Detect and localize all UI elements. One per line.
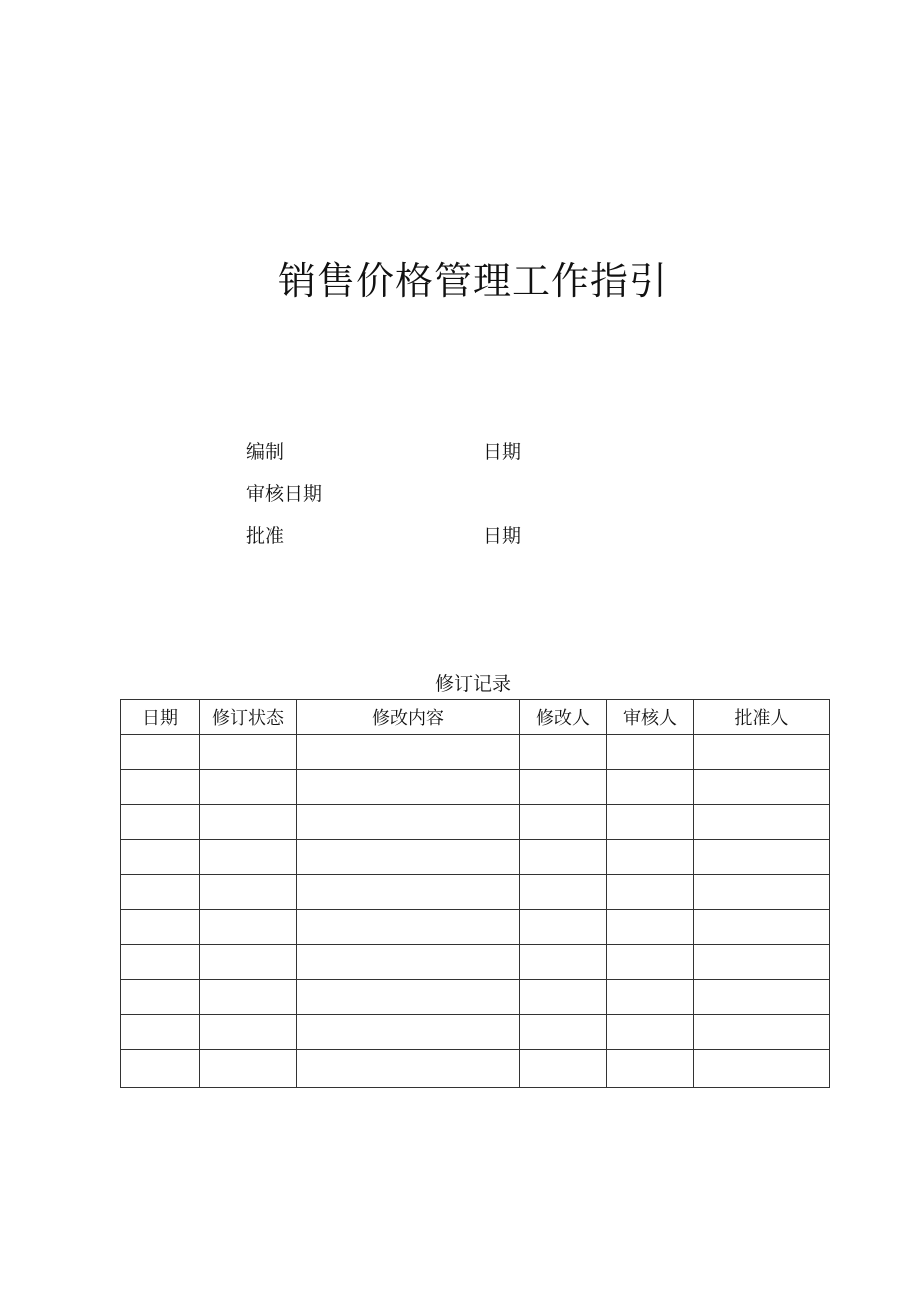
table-cell bbox=[121, 980, 200, 1015]
header-date: 日期 bbox=[121, 700, 200, 735]
table-cell bbox=[520, 805, 607, 840]
table-cell bbox=[121, 945, 200, 980]
table-cell bbox=[297, 910, 520, 945]
table-cell bbox=[520, 945, 607, 980]
header-reviewed-by: 审核人 bbox=[607, 700, 694, 735]
revision-table-header-row bbox=[121, 700, 830, 735]
table-cell bbox=[607, 910, 694, 945]
header-change-content: 修改内容 bbox=[297, 700, 520, 735]
table-cell bbox=[200, 805, 297, 840]
table-cell bbox=[121, 1050, 200, 1088]
table-cell bbox=[694, 945, 830, 980]
table-cell bbox=[607, 875, 694, 910]
table-row bbox=[121, 875, 830, 910]
table-cell bbox=[200, 1015, 297, 1050]
table-row bbox=[121, 735, 830, 770]
table-cell bbox=[694, 770, 830, 805]
table-cell bbox=[520, 1050, 607, 1088]
table-cell bbox=[200, 1050, 297, 1088]
approved-date-label: 日期 bbox=[483, 525, 522, 547]
table-row bbox=[121, 1050, 830, 1088]
document-title: 销售价格管理工作指引 bbox=[277, 259, 668, 303]
table-cell bbox=[200, 980, 297, 1015]
table-cell bbox=[297, 980, 520, 1015]
table-cell bbox=[297, 1050, 520, 1088]
table-row bbox=[121, 840, 830, 875]
table-cell bbox=[121, 735, 200, 770]
table-cell bbox=[297, 805, 520, 840]
table-cell bbox=[607, 735, 694, 770]
prepared-label: 编制 bbox=[246, 441, 285, 463]
table-row bbox=[121, 805, 830, 840]
table-row bbox=[121, 945, 830, 980]
header-approved-by: 批准人 bbox=[694, 700, 830, 735]
table-cell bbox=[520, 840, 607, 875]
revision-table-caption: 修订记录 bbox=[434, 673, 511, 695]
table-cell bbox=[694, 1050, 830, 1088]
table-cell bbox=[121, 770, 200, 805]
table-cell bbox=[607, 770, 694, 805]
table-cell bbox=[694, 735, 830, 770]
table-cell bbox=[121, 875, 200, 910]
table-cell bbox=[200, 770, 297, 805]
table-cell bbox=[297, 1015, 520, 1050]
table-cell bbox=[200, 910, 297, 945]
table-row bbox=[121, 1015, 830, 1050]
table-row bbox=[121, 910, 830, 945]
table-cell bbox=[607, 805, 694, 840]
table-cell bbox=[297, 875, 520, 910]
table-row bbox=[121, 980, 830, 1015]
table-cell bbox=[520, 980, 607, 1015]
header-modified-by: 修改人 bbox=[520, 700, 607, 735]
table-cell bbox=[607, 840, 694, 875]
table-cell bbox=[607, 1015, 694, 1050]
table-cell bbox=[200, 735, 297, 770]
approved-label: 批准 bbox=[246, 525, 285, 547]
review-date-label: 审核日期 bbox=[246, 483, 323, 505]
table-cell bbox=[200, 875, 297, 910]
table-cell bbox=[200, 945, 297, 980]
table-cell bbox=[121, 910, 200, 945]
table-cell bbox=[297, 945, 520, 980]
table-cell bbox=[607, 1050, 694, 1088]
table-cell bbox=[694, 875, 830, 910]
table-cell bbox=[694, 980, 830, 1015]
table-cell bbox=[694, 1015, 830, 1050]
header-revision-status: 修订状态 bbox=[200, 700, 297, 735]
table-cell bbox=[694, 840, 830, 875]
prepared-date-label: 日期 bbox=[483, 441, 522, 463]
table-cell bbox=[121, 840, 200, 875]
table-cell bbox=[694, 805, 830, 840]
table-cell bbox=[520, 910, 607, 945]
table-cell bbox=[297, 840, 520, 875]
table-cell bbox=[297, 770, 520, 805]
table-cell bbox=[694, 910, 830, 945]
table-row bbox=[121, 770, 830, 805]
table-cell bbox=[520, 735, 607, 770]
table-cell bbox=[607, 945, 694, 980]
table-cell bbox=[607, 980, 694, 1015]
table-cell bbox=[297, 735, 520, 770]
table-cell bbox=[121, 1015, 200, 1050]
table-cell bbox=[200, 840, 297, 875]
revision-table bbox=[120, 699, 830, 1088]
table-cell bbox=[520, 1015, 607, 1050]
table-cell bbox=[520, 875, 607, 910]
table-cell bbox=[121, 805, 200, 840]
table-cell bbox=[520, 770, 607, 805]
